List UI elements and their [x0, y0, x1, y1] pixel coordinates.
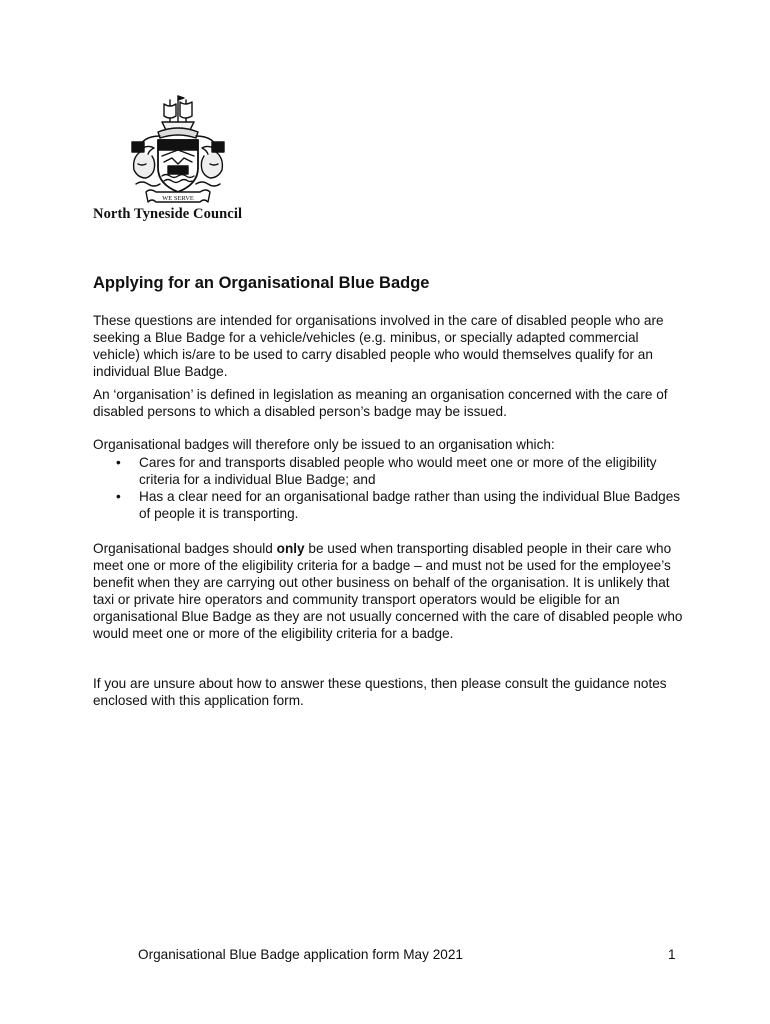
- bullet-icon: •: [116, 488, 121, 504]
- usage-text-start: Organisational badges should: [93, 541, 277, 556]
- intro-paragraph: These questions are intended for organisations involved in the care of disabled people who are seeking a Blue Badge for a vehicle/vehicles (e.g. minibus, or specially adapted commercial vehicle) which is/are to be used to carry disabled people who would themselves qualify for an individual Blue Badge.: [93, 313, 664, 379]
- crest-motto: WE SERVE: [162, 195, 194, 202]
- page-title: Applying for an Organisational Blue Badge: [93, 274, 430, 292]
- list-item: [93, 489, 683, 523]
- bullet-icon: •: [116, 455, 121, 470]
- council-name: North Tyneside Council: [93, 206, 243, 222]
- usage-emphasis: only: [276, 541, 305, 556]
- page-number: 1: [668, 947, 676, 962]
- guidance-paragraph: If you are unsure about how to answer these questions, then please consult the guidance notes enclosed with this application form.: [93, 676, 667, 708]
- usage-paragraph: [93, 541, 683, 642]
- usage-text-end: be used when transporting disabled people in their care who meet one or more of the eligibility criteria for a badge – and must not be used for the employee’s benefit when they are carrying out other business on behalf of the organisation. It is unlikely that taxi or private hire operators and community transport operators would be eligible for an organisational Blue Badge as they are not usually concerned with the care of disabled people who would meet one or more of the eligibility criteria for a badge.: [93, 541, 683, 641]
- footer-text: Organisational Blue Badge application form May 2021: [138, 947, 463, 962]
- list-item: [93, 455, 683, 489]
- list-item-text: Cares for and transports disabled people who would meet one or more of the eligibility criteria for a individual Blue Badge; and: [139, 455, 657, 487]
- list-item-text: Has a clear need for an organisational badge rather than using the individual Blue Badges of people it is transporting.: [139, 488, 681, 521]
- criteria-list: [93, 455, 683, 523]
- council-crest-icon: [118, 92, 238, 210]
- definition-paragraph: An ‘organisation’ is defined in legislation as meaning an organisation concerned with the care of disabled persons to which a disabled person’s badge may be issued.: [93, 387, 668, 419]
- criteria-intro-paragraph: Organisational badges will therefore only be issued to an organisation which:: [93, 437, 555, 452]
